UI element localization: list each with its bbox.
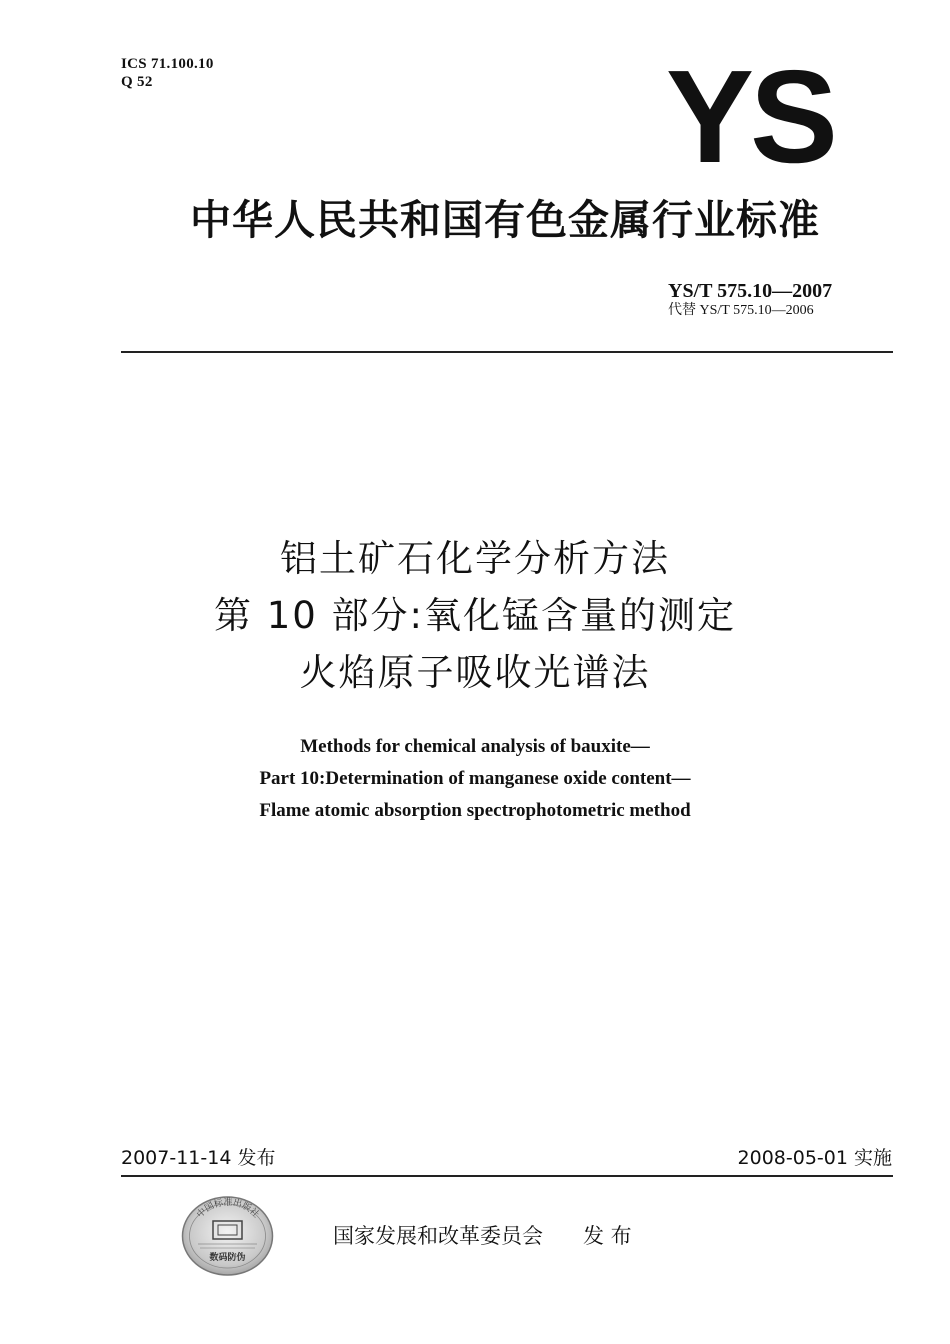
english-title [100,731,850,827]
publisher-name: 国家发展和改革委员会 [333,1224,543,1248]
ccs-code: Q 52 [121,74,153,90]
chinese-title-line-1: 铝土矿石化学分析方法 [280,537,670,580]
replaces-code: 代替 YS/T 575.10—2006 [668,303,814,318]
english-title-line-1: Methods for chemical analysis of bauxite— [300,736,650,757]
seal-top-text: 中国标准出版社 [195,1198,261,1221]
standard-type-heading: 中华人民共和国有色金属行业标准 [190,196,820,244]
chinese-title [100,530,850,701]
ys-logo-text: YS [665,43,835,180]
chinese-title-line-2: 第 10 部分:氧化锰含量的测定 [213,594,737,637]
ys-logo [650,40,850,180]
ics-code: ICS 71.100.10 [121,56,214,72]
issue-date: 2007-11-14 发布 [121,1147,276,1169]
anti-counterfeit-seal [180,1195,275,1277]
seal-bottom-text: 数码防伪 [209,1253,246,1263]
header-divider [121,351,893,353]
publisher-line [333,1222,632,1250]
footer-divider [121,1175,893,1177]
standard-code-block [668,280,878,320]
english-title-line-2: Part 10:Determination of manganese oxide content— [259,768,691,789]
chinese-title-line-3: 火焰原子吸收光谱法 [299,651,651,694]
classification-codes [121,55,214,91]
implementation-date: 2008-05-01 实施 [737,1147,892,1169]
publisher-label: 发 布 [583,1224,632,1248]
standard-code: YS/T 575.10—2007 [668,280,833,302]
english-title-line-3: Flame atomic absorption spectrophotometric method [259,800,691,821]
